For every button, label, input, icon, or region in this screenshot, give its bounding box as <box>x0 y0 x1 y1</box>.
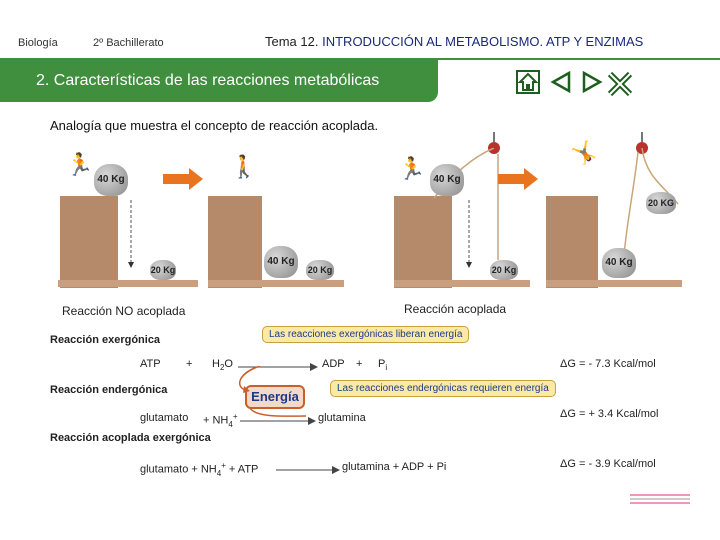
analogy-title: Analogía que muestra el concepto de reacción acoplada. <box>50 118 379 133</box>
coupled-products: glutamina + ADP + Pi <box>342 461 447 473</box>
exergonic-heading: Reacción exergónica <box>50 334 161 346</box>
delta-g-endergonic: ΔG = + 3.4 Kcal/mol <box>560 408 659 420</box>
weight-40: 40 Kg <box>94 164 128 196</box>
topic-prefix: Tema 12. <box>265 34 319 49</box>
weight-40: 40 Kg <box>430 164 464 196</box>
topic-title <box>265 34 643 49</box>
uncoupled-caption: Reacción NO acoplada <box>62 304 186 318</box>
uncoupled-after-panel <box>208 140 344 294</box>
course-label: 2º Bachillerato <box>93 37 164 49</box>
delta-g-exergonic: ΔG = - 7.3 Kcal/mol <box>560 358 656 370</box>
plus-sign: + <box>356 358 363 370</box>
x-icon <box>606 70 634 98</box>
home-icon <box>518 72 538 92</box>
reaction-arrow <box>276 465 340 475</box>
atp-label: ATP <box>140 358 161 370</box>
person-figure: 🏃 <box>66 152 94 177</box>
previous-button[interactable] <box>549 70 573 94</box>
floor <box>394 280 530 287</box>
coupled-heading: Reacción acoplada exergónica <box>50 432 211 444</box>
topic-name: INTRODUCCIÓN AL METABOLISMO. ATP Y ENZIMAS <box>322 34 644 49</box>
ledge <box>208 196 262 288</box>
arrow-right-icon <box>498 168 540 195</box>
section-banner <box>0 60 438 102</box>
delta-g-coupled: ΔG = - 3.9 Kcal/mol <box>560 458 656 470</box>
weight-40: 40 Kg <box>602 248 636 278</box>
plus-sign: + <box>186 358 193 370</box>
ledge <box>60 196 118 288</box>
glutamate-label: glutamato <box>140 412 189 424</box>
water-label: $H_2O$ <box>212 358 233 373</box>
publisher-logo <box>630 494 690 504</box>
weight-20: 20 Kg <box>150 260 176 280</box>
coupled-caption: Reacción acoplada <box>404 302 507 316</box>
next-button[interactable] <box>580 70 604 94</box>
adp-label: ADP <box>322 358 345 370</box>
subject-label: Biología <box>18 37 58 49</box>
close-button[interactable] <box>606 70 630 94</box>
energy-box: Energía <box>245 385 305 409</box>
coupled-before-panel <box>394 140 530 294</box>
person-figure: 🏃 <box>398 156 426 181</box>
weight-20: 20 Kg <box>306 260 334 280</box>
uncoupled-before-panel <box>58 140 198 294</box>
home-button[interactable] <box>516 70 540 94</box>
glutamine-label: glutamina <box>318 412 366 424</box>
weight-20: 20 KG <box>646 192 676 214</box>
drop-arrow <box>128 200 134 270</box>
coupled-after-panel <box>546 140 682 294</box>
triangle-left-icon <box>549 70 573 94</box>
person-figure: 🤸 <box>570 140 598 165</box>
person-figure: 🚶 <box>230 154 258 179</box>
phosphate-label: $P_i$ <box>378 358 388 373</box>
section-title: 2. Características de las reacciones metabólicas <box>36 72 380 89</box>
floor <box>208 280 344 287</box>
energy-flow-arrows <box>226 366 306 426</box>
release-callout: Las reacciones exergónicas liberan energía <box>262 326 469 343</box>
arrow-right-icon <box>163 168 205 195</box>
ammonium-label: + $NH_4^+$ <box>203 412 238 429</box>
floor <box>58 280 198 287</box>
triangle-right-icon <box>580 70 604 94</box>
require-callout: Las reacciones endergónicas requieren energía <box>330 380 556 397</box>
weight-40: 40 Kg <box>264 246 298 278</box>
drop-arrow <box>466 200 472 270</box>
coupled-reactants: glutamato + $NH_4^+$ + ATP <box>140 461 259 478</box>
weight-20: 20 Kg <box>490 260 518 280</box>
endergonic-heading: Reacción endergónica <box>50 384 168 396</box>
floor <box>546 280 682 287</box>
